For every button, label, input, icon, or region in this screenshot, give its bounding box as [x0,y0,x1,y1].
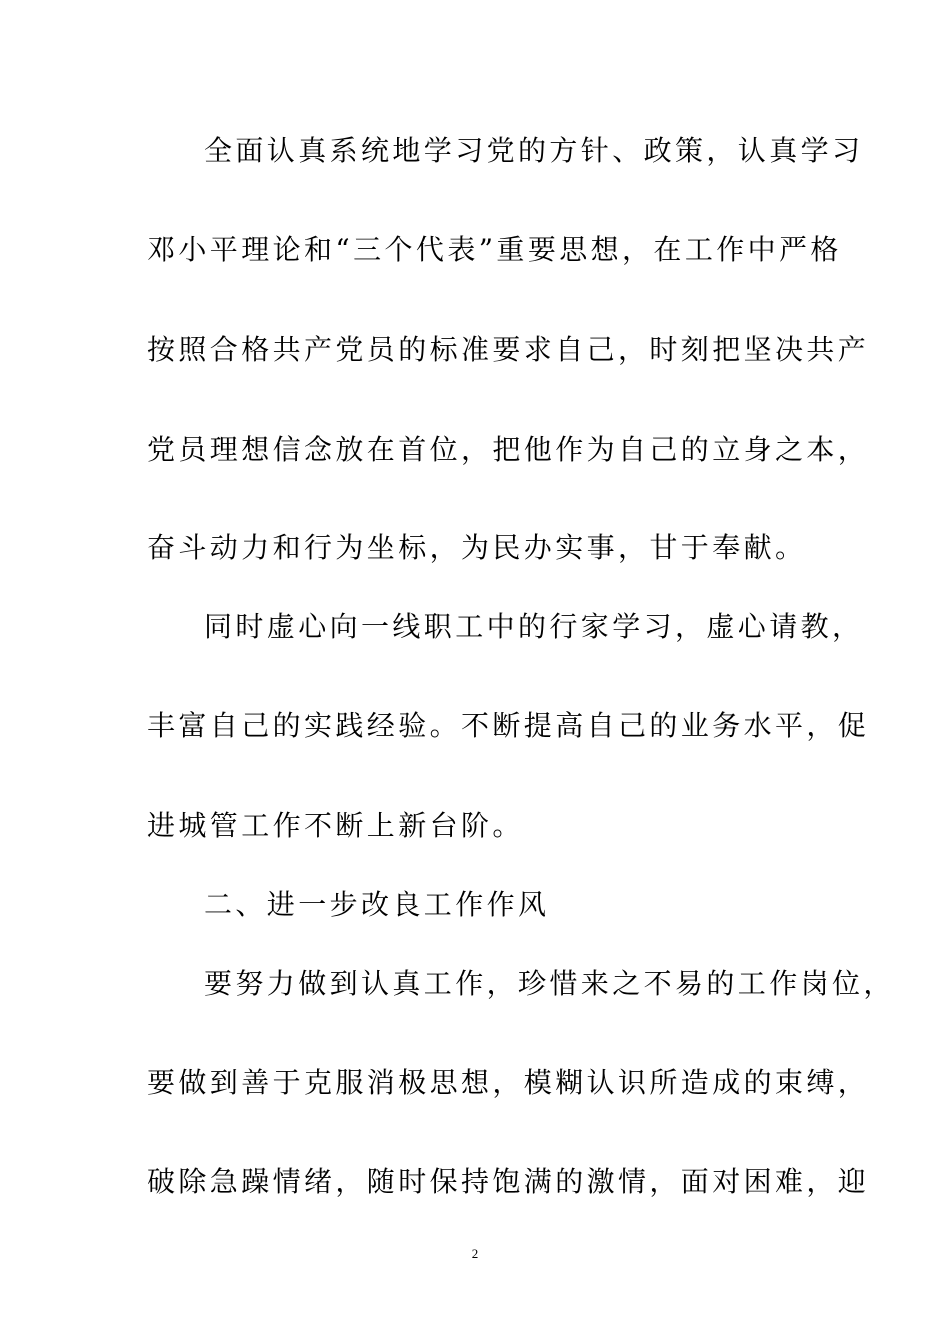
paragraph-line-1: 全面认真系统地学习党的方针、政策，认真学习 [204,134,864,167]
paragraph-line-10: 要努力做到认真工作，珍惜来之不易的工作岗位， [204,967,895,1000]
section-heading: 二、进一步改良工作作风 [204,888,550,921]
paragraph-line-6: 同时虚心向一线职工中的行家学习，虚心请教， [204,610,864,643]
paragraph-line-12: 破除急躁情绪，随时保持饱满的激情，面对困难，迎 [147,1165,870,1198]
paragraph-line-3: 按照合格共产党员的标准要求自己，时刻把坚决共产 [147,333,870,366]
paragraph-line-8: 进城管工作不断上新台阶。 [147,809,524,842]
paragraph-line-5: 奋斗动力和行为坐标，为民办实事，甘于奉献。 [147,531,807,564]
paragraph-line-11: 要做到善于克服消极思想，模糊认识所造成的束缚， [147,1066,870,1099]
paragraph-line-7: 丰富自己的实践经验。不断提高自己的业务水平，促 [147,709,870,742]
paragraph-line-2: 邓小平理论和“三个代表”重要思想，在工作中严格 [147,233,842,266]
paragraph-line-4: 党员理想信念放在首位，把他作为自己的立身之本， [147,433,870,466]
page-number: 2 [471,1246,479,1261]
